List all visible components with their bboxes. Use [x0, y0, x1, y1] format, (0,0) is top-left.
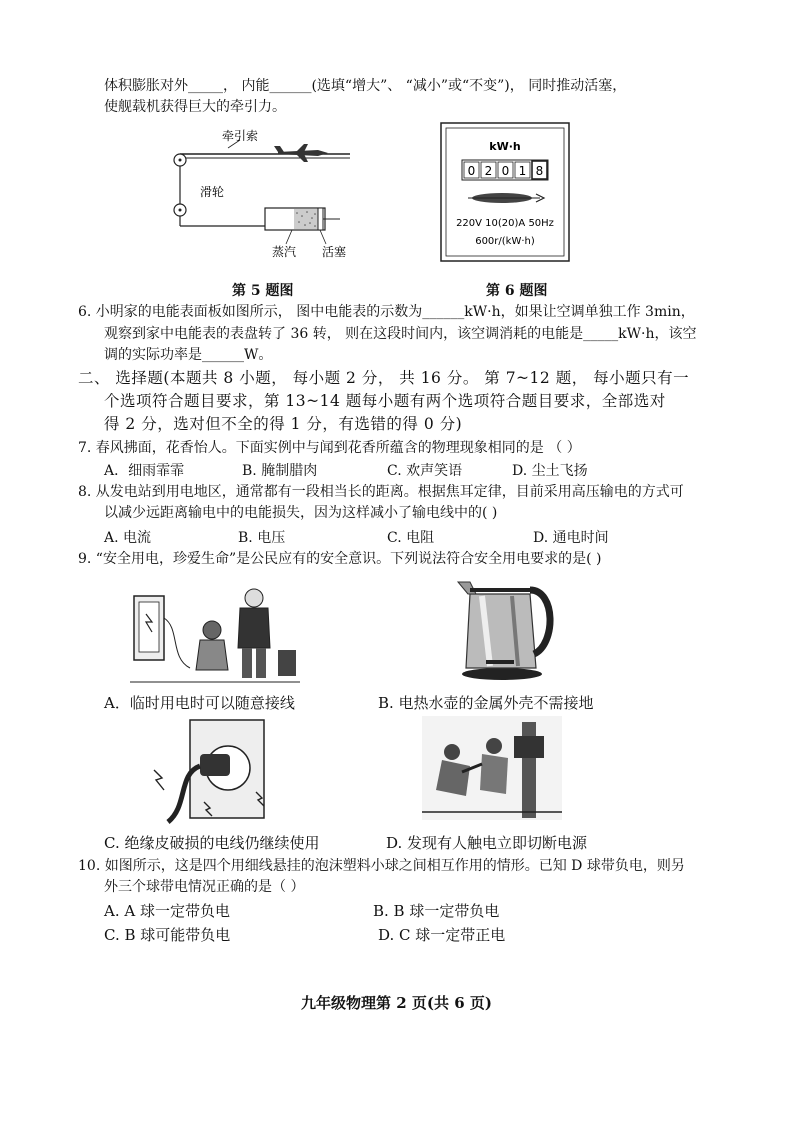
label-steam: 蒸汽	[272, 245, 297, 259]
q6-line3: 调的实际功率是______W。	[104, 347, 273, 363]
q5-line1: 体积膨胀对外_____， 内能______(选填“增大”、 “减小”或“不变”)， 同时推动活塞，	[104, 78, 627, 94]
q8-option-b: B. 电压	[238, 530, 286, 546]
q8-option-a: A. 电流	[104, 530, 152, 546]
q10-option-b: B. B 球一定带负电	[373, 902, 500, 920]
label-rope: 牵引索	[222, 129, 259, 143]
meter-digit-2: 2	[484, 164, 493, 178]
q7-option-b: B. 腌制腊肉	[242, 463, 318, 479]
label-pulley: 滑轮	[200, 185, 225, 199]
q6-line1: 6. 小明家的电能表面板如图所示， 图中电能表的示数为______kW·h，如果让空调单独工作 3min，	[78, 304, 695, 320]
electric-meter-figure	[440, 122, 570, 262]
label-piston: 活塞	[322, 245, 347, 259]
q6-caption: 第 6 题图	[486, 283, 548, 299]
page-footer: 九年级物理第 2 页(共 6 页)	[301, 994, 492, 1012]
q10-option-c: C. B 球可能带负电	[104, 926, 231, 944]
q8-line1: 8. 从发电站到用电地区，通常都有一段相当长的距离。根据焦耳定律，目前采用高压输电的方式可	[78, 484, 684, 500]
q8-line2: 以减少远距离输电中的电能损失，因为这样减小了输电线中的( )	[104, 505, 498, 521]
q8-option-d: D. 通电时间	[533, 530, 609, 546]
q10-option-d: D. C 球一定带正电	[378, 926, 506, 944]
q5-figure	[160, 126, 370, 266]
q10-option-a: A. A 球一定带负电	[104, 902, 230, 920]
q9-option-a: A．临时用电时可以随意接线	[104, 694, 295, 712]
meter-unit: kW·h	[489, 140, 521, 153]
section2-line1: 二、 选择题(本题共 8 小题， 每小题 2 分， 共 16 分。 第 7~12 题， 每小题只有一	[78, 369, 690, 387]
q7-option-d: D. 尘土飞扬	[512, 463, 588, 479]
q10-line2: 外三个球带电情况正确的是（ ）	[104, 879, 305, 895]
q5-caption: 第 5 题图	[232, 283, 294, 299]
q7-option-c: C. 欢声笑语	[387, 463, 463, 479]
meter-digits	[464, 161, 547, 179]
meter-digit-5: 8	[535, 164, 544, 178]
airplane-icon	[274, 144, 328, 162]
q9-stem: 9. “安全用电，珍爱生命”是公民应有的安全意识。下列说法符合安全用电要求的是( )	[78, 551, 602, 567]
meter-digit-1: 0	[467, 164, 476, 178]
rescue-illustration	[422, 716, 562, 820]
q9-option-c: C. 绝缘皮破损的电线仍继续使用	[104, 834, 320, 852]
q6-line2: 观察到家中电能表的表盘转了 36 转， 则在这段时间内，该空调消耗的电能是_____kW·h，该空	[104, 326, 697, 342]
meter-digit-4: 1	[518, 164, 527, 178]
section2-line2: 个选项符合题目要求，第 13~14 题每小题有两个选项符合题目要求，全部选对	[104, 392, 666, 410]
q7-option-a: A．细雨霏霏	[104, 463, 185, 479]
q8-option-c: C. 电阻	[387, 530, 435, 546]
damaged-socket-illustration	[148, 716, 278, 826]
q9-option-b: B. 电热水壶的金属外壳不需接地	[378, 694, 594, 712]
section2-line3: 得 2 分，选对但不全的得 1 分，有选错的得 0 分)	[104, 415, 463, 433]
electric-kettle-icon	[452, 574, 562, 684]
meter-rate: 600r/(kW·h)	[475, 236, 535, 247]
picture-a-illustration	[130, 578, 300, 688]
meter-spec: 220V 10(20)A 50Hz	[456, 218, 554, 229]
q10-line1: 10. 如图所示，这是四个用细线悬挂的泡沫塑料小球之间相互作用的情形。已知 D 球带负电，则另	[78, 858, 685, 874]
spark-icon	[154, 770, 164, 790]
q9-option-d: D. 发现有人触电立即切断电源	[386, 834, 588, 852]
q5-line2: 使舰载机获得巨大的牵引力。	[104, 99, 286, 115]
q7-stem: 7. 春风拂面，花香怡人。下面实例中与闻到花香所蕴含的物理现象相同的是 （ ）	[78, 440, 581, 456]
meter-digit-3: 0	[501, 164, 510, 178]
